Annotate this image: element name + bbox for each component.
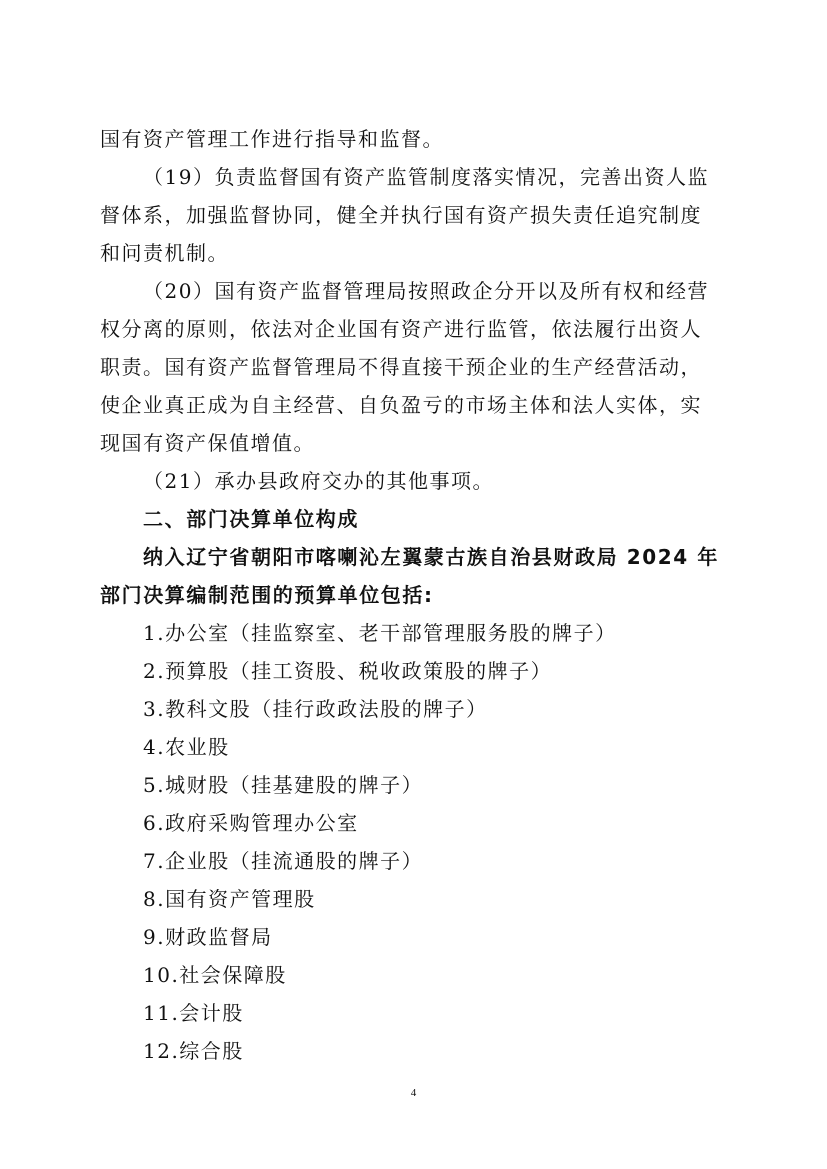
list-item: 10.社会保障股: [143, 963, 287, 987]
list-item: 2.预算股（挂工资股、税收政策股的牌子）: [143, 659, 553, 683]
paragraph-line: 职责。国有资产监督管理局不得直接干预企业的生产经营活动，: [100, 355, 702, 379]
scope-statement-line: 纳入辽宁省朝阳市喀喇沁左翼蒙古族自治县财政局 2024 年: [143, 545, 719, 569]
paragraph-line: 国有资产管理工作进行指导和监督。: [100, 127, 444, 151]
list-item: 6.政府采购管理办公室: [143, 811, 359, 835]
list-item: 11.会计股: [143, 1001, 244, 1025]
paragraph-line: 和问责机制。: [100, 241, 229, 265]
page-number: 4: [410, 1087, 417, 1099]
list-item: 1.办公室（挂监察室、老干部管理服务股的牌子）: [143, 621, 617, 645]
paragraph-line: 督体系，加强监督协同，健全并执行国有资产损失责任追究制度: [100, 203, 702, 227]
paragraph-line: 现国有资产保值增值。: [100, 431, 315, 455]
list-item: 12.综合股: [143, 1039, 244, 1063]
section-heading: 二、部门决算单位构成: [143, 507, 359, 531]
paragraph-line: 权分离的原则，依法对企业国有资产进行监管，依法履行出资人: [100, 317, 702, 341]
list-item: 7.企业股（挂流通股的牌子）: [143, 849, 424, 873]
list-item: 3.教科文股（挂行政政法股的牌子）: [143, 697, 488, 721]
paragraph-line: （19）负责监督国有资产监管制度落实情况，完善出资人监: [143, 165, 709, 189]
list-item: 4.农业股: [143, 735, 230, 759]
paragraph-line: 使企业真正成为自主经营、自负盈亏的市场主体和法人实体，实: [100, 393, 702, 417]
list-item: 8.国有资产管理股: [143, 887, 316, 911]
paragraph-line: （21）承办县政府交办的其他事项。: [143, 469, 494, 493]
paragraph-line: （20）国有资产监督管理局按照政企分开以及所有权和经营: [143, 279, 709, 303]
list-item: 5.城财股（挂基建股的牌子）: [143, 773, 424, 797]
list-item: 9.财政监督局: [143, 925, 273, 949]
scope-statement-line: 部门决算编制范围的预算单位包括:: [100, 583, 434, 607]
